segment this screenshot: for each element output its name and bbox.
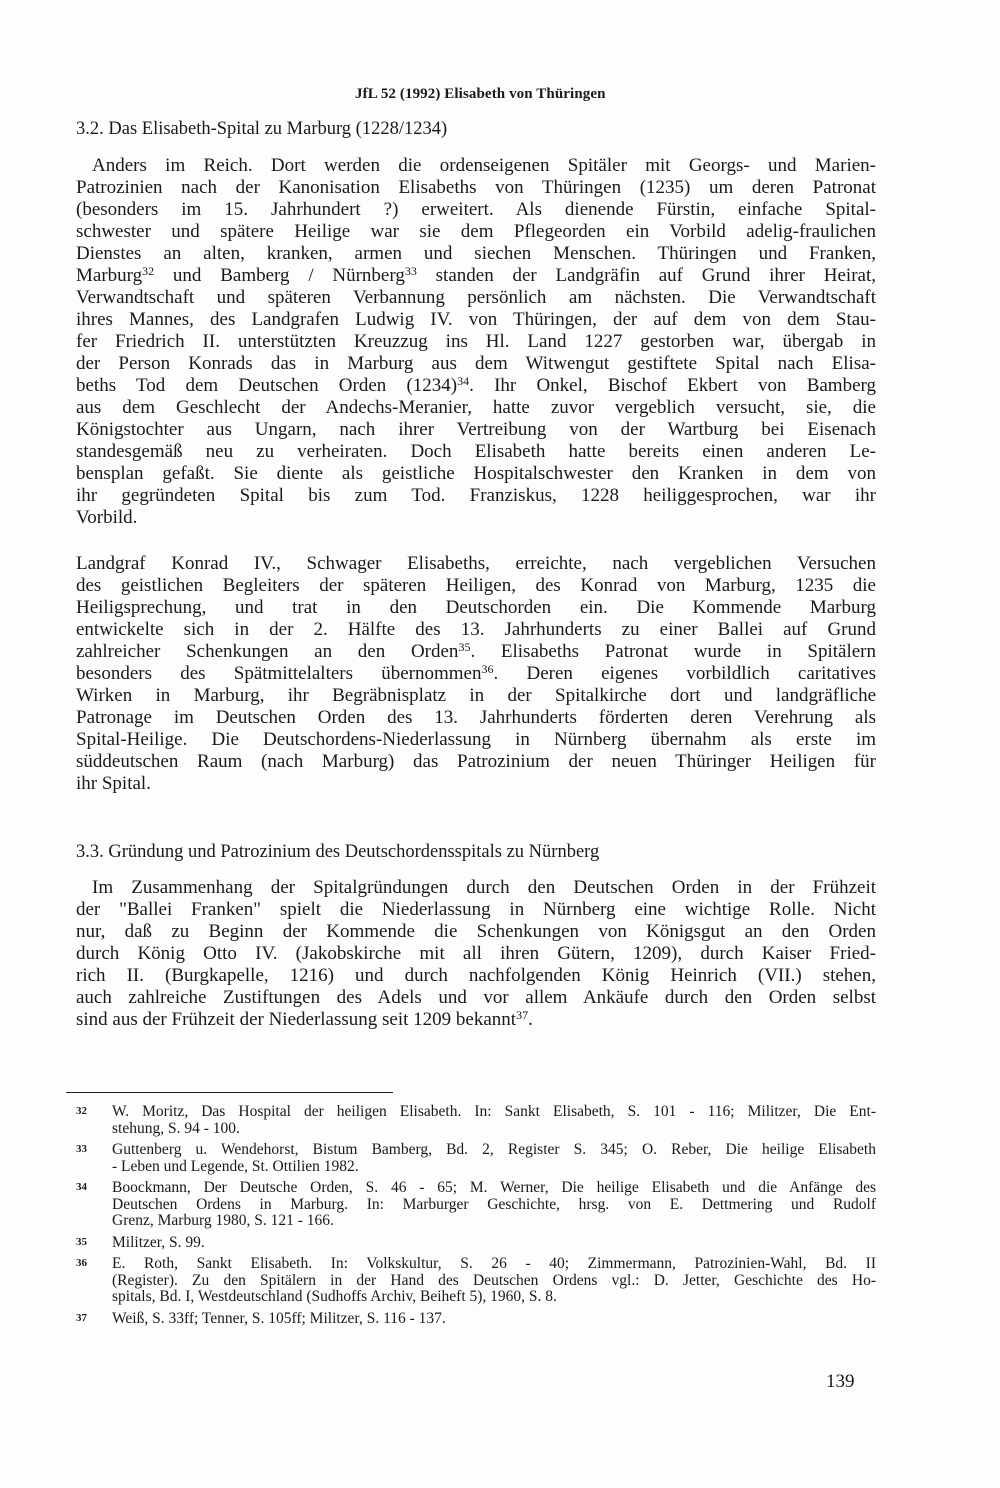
text-run: . Deren eigenes vorbildlich caritatives [493,663,876,684]
text-line: Vorbild. [76,507,138,528]
text-line: fer Friedrich II. unterstützten Kreuzzug ins Hl. Land 1227 gestorben war, übergab in [76,331,876,352]
section-heading-3-3: 3.3. Gründung und Patrozinium des Deutschordensspitals zu Nürnberg [76,842,600,862]
text-line: Königstochter aus Ungarn, nach ihrer Vertreibung von der Wartburg bei Eisenach [76,419,876,440]
text-line: der "Ballei Franken" spielt die Niederlassung in Nürnberg eine wichtige Rolle. Nicht [76,899,876,920]
footnote-33 [76,1142,876,1175]
footnote-35 [76,1235,876,1252]
text-line [76,265,876,287]
footnote-line: E. Roth, Sankt Elisabeth. In: Volkskultur, S. 26 - 40; Zimmermann, Patrozinien-Wahl, Bd. II [112,1255,876,1272]
text-line [76,641,876,663]
text-line: aus dem Geschlecht der Andechs-Meranier, hatte zuvor vergeblich versucht, sie, die [76,397,876,418]
text-line: bensplan gefaßt. Sie diente als geistliche Hospitalschwester den Kranken in dem von [76,463,876,484]
text-run: standen der Landgräfin auf Grund ihrer Heirat, [416,265,876,286]
text-line: Dienstes an alten, kranken, armen und siechen Menschen. Thüringen und Franken, [76,243,876,264]
text-line: Patrozinien nach der Kanonisation Elisabeths von Thüringen (1235) um deren Patronat [76,177,876,198]
text-line: des geistlichen Begleiters der späteren Heiligen, des Konrad von Marburg, 1235 die [76,575,876,596]
text-line: süddeutschen Raum (nach Marburg) das Patrozinium der neuen Thüringer Heiligen für [76,751,876,772]
text-line: ihr gegründeten Spital bis zum Tod. Franziskus, 1228 heiliggesprochen, war ihr [76,485,876,506]
text-run: . Ihr Onkel, Bischof Ekbert von Bamberg [469,375,877,396]
footnote-line: Boockmann, Der Deutsche Orden, S. 46 - 65; M. Werner, Die heilige Elisabeth und die Anfänge des [112,1179,876,1196]
footnote-ref-33[interactable]: 33 [404,264,417,278]
paragraph-3-2-2 [76,553,876,795]
text-run: . Elisabeths Patronat wurde in Spitälern [470,641,877,662]
text-line: entwickelte sich in der 2. Hälfte des 13. Jahrhunderts zu einer Ballei auf Grund [76,619,876,640]
text-line: (besonders im 15. Jahrhundert ?) erweitert. Als dienende Fürstin, einfache Spital- [76,199,876,220]
text-line [76,375,876,397]
text-run: besonders des Spätmittelalters übernommen [76,663,482,684]
text-line: durch König Otto IV. (Jakobskirche mit all ihren Gütern, 1209), durch Kaiser Fried- [76,943,876,964]
section-heading-3-2: 3.2. Das Elisabeth-Spital zu Marburg (1228/1234) [76,119,448,139]
footnote-ref-36[interactable]: 36 [481,662,494,676]
footnote-line: spitals, Bd. I, Westdeutschland (Sudhoffs Archiv, Beiheft 5), 1960, S. 8. [112,1288,557,1305]
paragraph-3-2-1 [76,155,876,529]
text-line: Patronage im Deutschen Orden des 13. Jahrhunderts förderten deren Verehrung als [76,707,876,728]
footnote-line: - Leben und Legende, St. Ottilien 1982. [112,1157,359,1175]
footnote-number: 37 [76,1311,87,1324]
text-line: ihres Mannes, des Landgrafen Ludwig IV. von Thüringen, der auf dem von dem Stau- [76,309,876,330]
text-line: ihr Spital. [76,773,151,794]
footnote-ref-34[interactable]: 34 [457,374,470,388]
footnote-ref-35[interactable]: 35 [458,640,471,654]
footnote-34 [76,1180,876,1230]
text-run: und Bamberg / Nürnberg [154,265,405,286]
text-run: Marburg [76,265,143,286]
text-line: der Person Konrads das in Marburg aus dem Witwengut gestiftete Spital nach Elisa- [76,353,876,374]
footnote-line: W. Moritz, Das Hospital der heiligen Elisabeth. In: Sankt Elisabeth, S. 101 - 116; Militzer, Die Ent- [112,1103,876,1120]
footnote-37 [76,1311,876,1328]
text-line: auch zahlreiche Zustiftungen des Adels und vor allem Ankäufe durch den Orden selbst [76,987,876,1008]
text-line: Spital-Heilige. Die Deutschordens-Niederlassung in Nürnberg übernahm als erste im [76,729,876,750]
footnote-36 [76,1256,876,1306]
text-run: . [528,1009,533,1030]
page-number: 139 [826,1371,855,1392]
footnote-line: Grenz, Marburg 1980, S. 121 - 166. [112,1212,334,1229]
running-header: JfL 52 (1992) Elisabeth von Thüringen [355,86,606,102]
footnote-line: (Register). Zu den Spitälern in der Hand des Deutschen Ordens vgl.: D. Jetter, Geschichte des Ho- [112,1271,876,1289]
text-line [76,663,876,685]
footnote-number: 36 [76,1257,87,1269]
text-run: zahlreicher Schenkungen an den Orden [76,641,459,662]
text-line [76,1009,876,1031]
footnotes [76,1104,876,1332]
text-line: Im Zusammenhang der Spitalgründungen durch den Deutschen Orden in der Frühzeit [92,877,876,898]
text-line: Verwandtschaft und späteren Verbannung persönlich am nächsten. Die Verwandtschaft [76,287,876,308]
text-line: Anders im Reich. Dort werden die ordenseigenen Spitäler mit Georgs- und Marien- [92,155,876,176]
text-line: Wirken in Marburg, ihr Begräbnisplatz in der Spitalkirche dort und landgräfliche [76,685,876,706]
text-line: Landgraf Konrad IV., Schwager Elisabeths, erreichte, nach vergeblichen Versuchen [76,553,876,574]
footnote-line: Militzer, S. 99. [112,1233,205,1251]
footnote-number: 34 [76,1181,87,1193]
text-run: sind aus der Frühzeit der Niederlassung seit 1209 bekannt [76,1009,517,1030]
text-line: Heiligsprechung, und trat in den Deutschorden ein. Die Kommende Marburg [76,597,876,618]
footnote-number: 32 [76,1105,87,1117]
footnote-ref-37[interactable]: 37 [516,1008,529,1022]
footnote-line: Guttenberg u. Wendehorst, Bistum Bamberg, Bd. 2, Register S. 345; O. Reber, Die heilige Elisabeth [112,1141,876,1158]
footnote-ref-32[interactable]: 32 [142,264,155,278]
paragraph-3-3-1 [76,877,876,1031]
text-line: nur, daß zu Beginn der Kommende die Schenkungen von Königsgut an den Orden [76,921,876,942]
footnote-separator [66,1092,393,1093]
footnote-line: stehung, S. 94 - 100. [112,1119,240,1137]
footnote-number: 33 [76,1143,87,1155]
text-run: beths Tod dem Deutschen Orden (1234) [76,375,458,396]
footnote-line: Weiß, S. 33ff; Tenner, S. 105ff; Militzer, S. 116 - 137. [112,1309,446,1327]
text-line: rich II. (Burgkapelle, 1216) und durch nachfolgenden König Heinrich (VII.) stehen, [76,965,876,986]
footnote-line: Deutschen Ordens in Marburg. In: Marburger Geschichte, hrsg. von E. Dettmering und Rudolf [112,1195,876,1213]
text-line: schwester und spätere Heilige war sie dem Pflegeorden ein Vorbild adelig-fraulichen [76,221,876,242]
footnote-number: 35 [76,1235,87,1248]
text-line: standesgemäß neu zu verheiraten. Doch Elisabeth hatte bereits einen anderen Le- [76,441,876,462]
footnote-32 [76,1104,876,1137]
